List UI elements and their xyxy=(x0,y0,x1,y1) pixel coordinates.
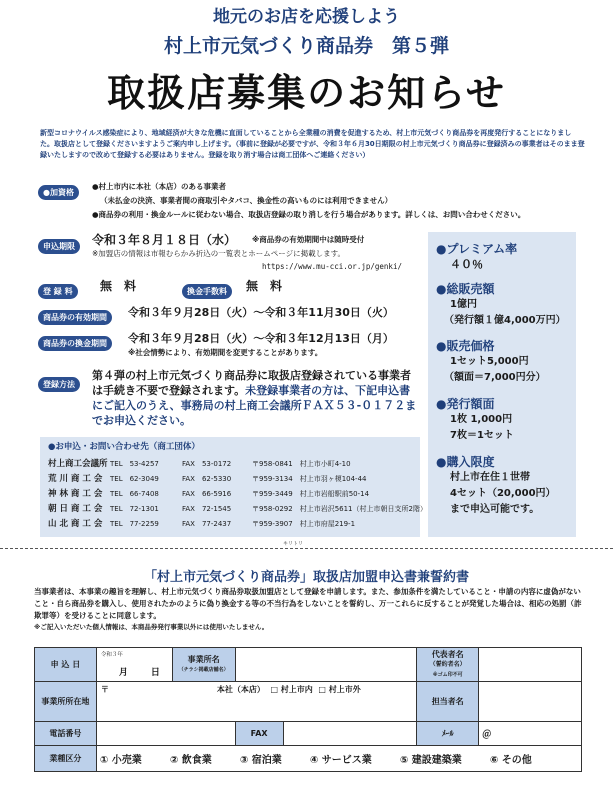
postal-mark: 〒 xyxy=(100,685,109,694)
page-title: 取扱店募集のお知らせ xyxy=(107,71,506,115)
mail-field[interactable] xyxy=(479,722,582,746)
apply-date-label: 申 込 日 xyxy=(35,648,97,682)
contact-tel: TEL 62-3049 xyxy=(110,475,159,483)
deadline-date: 令和３年８月１８日（水） xyxy=(92,233,237,247)
address-field[interactable] xyxy=(96,682,416,722)
contact-row xyxy=(48,502,427,514)
contact-org-name: 村上商工会議所 xyxy=(48,459,108,469)
mail-label: ﾒｰﾙ xyxy=(417,722,479,746)
contact-row xyxy=(48,517,355,529)
rep-name-label: 代表者名 （誓約者名） ※ゴム印不可 xyxy=(417,648,479,682)
header-line2: 村上市元気づくり商品券 第５弾 xyxy=(163,35,449,57)
cut-label: キリトリ xyxy=(280,540,306,547)
contact-fax: FAX 53-0172 xyxy=(182,460,232,468)
limit-heading: ●購入限度 xyxy=(436,455,495,469)
form-privacy: ※ご記入いただいた個人情報は、本商品券発行事業以外には使用いたしません。 xyxy=(34,623,269,631)
contact-fax: FAX 66-5916 xyxy=(182,490,232,498)
deadline-url[interactable]: https://www.mu-cci.or.jp/genki/ xyxy=(262,262,402,271)
exchange-period-label: 商品券の換金期間 xyxy=(38,331,112,351)
contact-address: 〒959-3134 村上市羽ヶ榎104-44 xyxy=(252,475,367,483)
apply-date-month: 月 xyxy=(118,668,128,678)
limit-value3: まで申込可能です。 xyxy=(450,504,540,515)
contact-heading: ●お申込・お問い合わせ先（商工団体） xyxy=(48,442,200,452)
contact-org-name: 朝 日 商 工 会 xyxy=(48,504,103,514)
eligibility-item1-note: （未払金の決済、事業者間の商取引やタバコ、換金性の高いものには利用できません） xyxy=(100,196,393,205)
price-heading: ●販売価格 xyxy=(436,339,495,353)
intro-text: 新型コロナウイルス感染症により、地域経済が大きな危機に直面していることから全業種の消費を促進するため、村上市元気づくり商品券を再度発行することになりました。取扱店として登録くださいますようご案内申し上げます。（事前に登録が必要ですが、令和３年６月30日期限の村上市元気づくり商品券に登録済みの事業者はそのまま登録いたしますので改めて登録する必要はありません。登録を取り消す場合は商工団体へご連絡ください） xyxy=(40,129,585,159)
contact-org-name: 荒 川 商 工 会 xyxy=(48,474,103,484)
valid-period-label: 商品券の有効期間 xyxy=(38,305,112,325)
method-text1: 第４弾の村上市元気づくり商品券に取扱店登録されている事業者は手続き不要で登録されます。 xyxy=(92,369,411,397)
form-intro-text: 当事業者は、本事業の趣旨を理解し、村上市元気づくり商品券取扱加盟店として登録を申請します。また、参加条件を満たしていること・申請の内容に虚偽がないこと・自ら商品券を購入し、使用されたかのように偽り換金する等の不当行為をしないことを誓約し、万一これらに反することが発覚した場合は、相応の処罰（詐欺罪等）を受けることに同意します。 xyxy=(34,587,582,620)
hq-label: 本社（本店） xyxy=(216,685,265,694)
contact-address: 〒959-3907 村上市府屋219-1 xyxy=(252,520,356,528)
apply-date-field[interactable] xyxy=(96,648,172,682)
rep-name-field[interactable] xyxy=(479,648,582,682)
deadline-note2: ※加盟店の情報は市報むらかみ折込の一覧表とホームページに掲載します。 xyxy=(92,249,346,258)
category-option-retail[interactable]: ① 小売業 xyxy=(99,755,142,766)
eligibility-item1: ●村上市内に本社（本店）のある事業者 xyxy=(92,182,227,191)
method-text xyxy=(92,368,420,428)
reg-fee-label: 登 録 料 xyxy=(38,279,78,299)
in-city-checkbox[interactable]: □ 村上市内 xyxy=(270,685,313,694)
deadline-note: ※商品券の有効期間中は随時受付 xyxy=(252,235,365,244)
address-label: 事業所所在地 xyxy=(35,682,97,722)
contact-person-label: 担当者名 xyxy=(417,682,479,722)
face-value1: 1枚 1,000円 xyxy=(450,414,513,425)
at-mark: ＠ xyxy=(482,730,492,740)
category-option-food[interactable]: ② 飲食業 xyxy=(169,755,212,766)
limit-value2: 4セット（20,000円） xyxy=(450,488,556,499)
category-option-lodging[interactable]: ③ 宿泊業 xyxy=(239,755,282,766)
contact-fax: FAX 77-2437 xyxy=(182,520,232,528)
category-option-other[interactable]: ⑥ その他 xyxy=(489,755,532,766)
category-options xyxy=(96,746,581,772)
out-city-checkbox[interactable]: □ 村上市外 xyxy=(318,685,361,694)
limit-value1: 村上市在住１世帯 xyxy=(450,472,530,483)
contact-fax: FAX 62-5330 xyxy=(182,475,232,483)
contact-tel: TEL 72-1301 xyxy=(110,505,159,513)
exch-fee-label: 換金手数料 xyxy=(182,279,232,299)
contact-address: 〒958-0292 村上市岩沢5611（村上市朝日支所2階） xyxy=(252,505,427,513)
phone-label: 電話番号 xyxy=(35,722,97,746)
contact-address: 〒959-3449 村上市岩船駅前50-14 xyxy=(252,490,370,498)
exchange-note: ※社会情勢により、有効期間を変更することがあります。 xyxy=(128,348,323,357)
contact-address: 〒958-0841 村上市小町4-10 xyxy=(252,460,351,468)
contact-tel: TEL 77-2259 xyxy=(110,520,159,528)
eligibility-label: ●加資格 xyxy=(38,180,79,200)
biz-name-label: 事業所名 （チラシ掲載店舗名） xyxy=(172,648,235,682)
exch-fee-value: 無 料 xyxy=(246,279,283,293)
total-value1: 1億円 xyxy=(450,299,477,310)
fax-field[interactable] xyxy=(283,722,417,746)
cut-line xyxy=(0,548,613,549)
contact-row xyxy=(48,487,369,499)
category-label: 業種区分 xyxy=(35,746,97,772)
deadline-label: 申込期限 xyxy=(38,234,80,254)
phone-field[interactable] xyxy=(96,722,235,746)
price-value1: 1セット5,000円 xyxy=(450,356,529,367)
reg-fee-value: 無 料 xyxy=(100,279,137,293)
contact-fax: FAX 72-1545 xyxy=(182,505,232,513)
form-title: 「村上市元気づくり商品券」取扱店加盟申込書兼誓約書 xyxy=(143,570,469,585)
contact-org-name: 神 林 商 工 会 xyxy=(48,489,103,499)
premium-heading: ●プレミアム率 xyxy=(436,242,518,256)
face-value2: 7枚＝1セット xyxy=(450,430,514,441)
contact-tel: TEL 66-7408 xyxy=(110,490,159,498)
form-intro xyxy=(34,586,582,632)
biz-name-field[interactable] xyxy=(235,648,417,682)
contact-tel: TEL 53-4257 xyxy=(110,460,159,468)
contact-row xyxy=(48,472,367,484)
exchange-period-value: 令和３年９月28日（火）～令和３年12月13日（月） xyxy=(128,332,394,345)
apply-date-day: 日 xyxy=(150,668,160,678)
contact-org-name: 山 北 商 工 会 xyxy=(48,519,103,529)
face-heading: ●発行額面 xyxy=(436,397,495,411)
category-option-service[interactable]: ④ サービス業 xyxy=(309,755,372,766)
contact-row xyxy=(48,457,351,469)
application-form xyxy=(34,647,582,772)
category-option-construction[interactable]: ⑤ 建設建築業 xyxy=(399,755,462,766)
header-line1: 地元のお店を応援しよう xyxy=(213,7,400,27)
method-label: 登録方法 xyxy=(38,372,80,392)
premium-value: ４０％ xyxy=(450,258,483,271)
total-value2: （発行額１億4,000万円） xyxy=(444,315,566,326)
info-panel xyxy=(428,232,576,537)
price-value2: （額面＝7,000円分） xyxy=(444,372,546,383)
address-options xyxy=(217,684,361,695)
total-heading: ●総販売額 xyxy=(436,282,495,296)
method-text2: 未登録事業者の方は、下記申込書にご記入のうえ、事務局の村上商工会議所ＦＡＸ５３-０１７２までお申込ください。 xyxy=(92,384,417,427)
contact-person-field[interactable] xyxy=(479,682,582,722)
apply-date-era: 令和３年 xyxy=(100,652,123,658)
valid-period-value: 令和３年９月28日（火）～令和３年11月30日（火） xyxy=(128,306,394,319)
fax-label: FAX xyxy=(235,722,283,746)
contact-box xyxy=(40,437,427,537)
eligibility-item2: ●商品券の利用・換金ルールに従わない場合、取扱店登録の取り消しを行う場合があります。詳しくは、お問い合わせください。 xyxy=(92,210,526,219)
